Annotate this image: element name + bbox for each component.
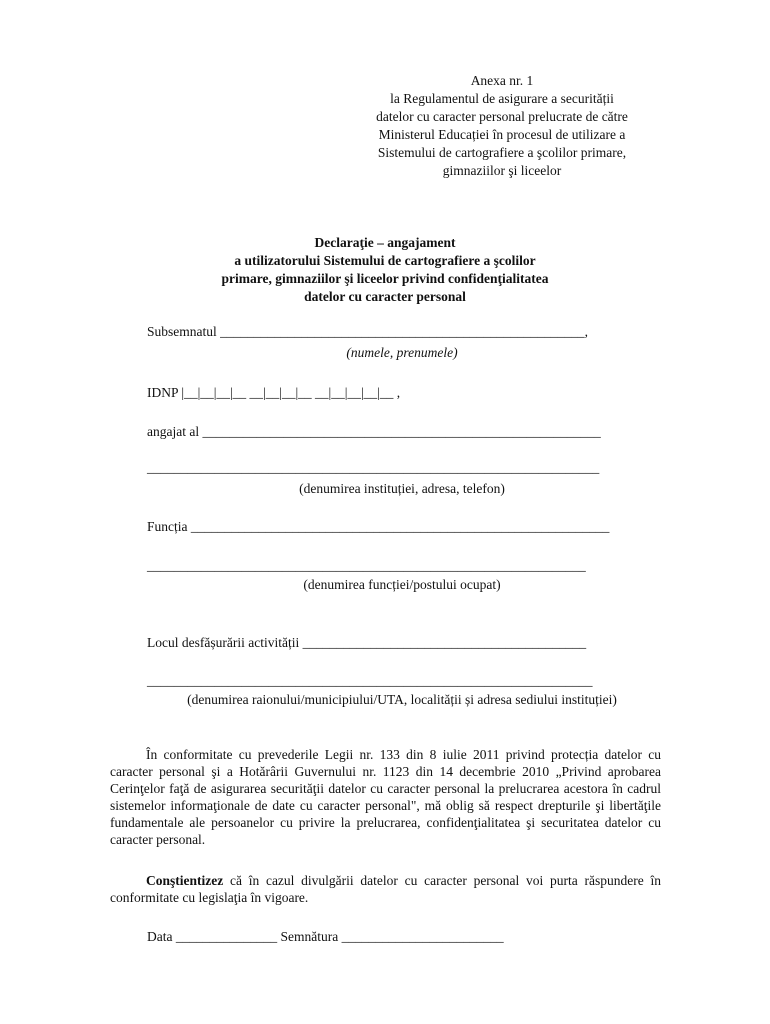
subsemnatul-caption: (numele, prenumele) [346,345,458,360]
paragraph-text: În conformitate cu prevederile Legii nr. 133 din 8 iulie 2011 privind protecția datelor cu caracter personal şi a Hotărârii Guvernului nr. 1123 din 14 decembrie 2010 „Privind aprobarea Cerinţelor faţă de asigurarea securităţii datelor cu caracter personal la prelucrarea acestora în cadrul sistemelor informaţionale de date cu caracter personal", mă oblig să respect drepturile şi libertăţile fundamentale ale persoanelor cu privire la prelucrarea, confidenţialitatea şi securitatea datelor cu caracter personal. [110,747,661,847]
locul-field[interactable]: Locul desfășurării activității __________________________________________ [147,635,587,650]
annex-line: Ministerul Educației în procesul de utilizare a [378,127,626,142]
paragraph-text [110,872,661,906]
locul-caption: (denumirea raionului/municipiului/UTA, localității și adresa sediului instituției) [187,692,617,707]
title-line: datelor cu caracter personal [304,289,466,304]
title-line: primare, gimnaziilor şi liceelor privind confidenţialitatea [221,271,549,286]
title-line: a utilizatorului Sistemului de cartografiere a şcolilor [234,253,536,268]
annex-line: gimnaziilor şi liceelor [442,163,562,178]
signature-line[interactable]: Data _______________ Semnătura ________________________ [147,929,504,944]
angajat-field[interactable]: angajat al ___________________________________________________________ [147,424,601,439]
awareness-rest: că în cazul divulgării datelor cu caracter personal voi purta răspundere în conformitate cu legislaţia în vigoare. [110,873,661,905]
idnp-field[interactable]: IDNP |__|__|__|__ __|__|__|__ __|__|__|__|__ , [147,385,401,400]
functia-field-line2[interactable]: _________________________________________________________________ [147,558,586,573]
paragraph-awareness [110,872,661,906]
document-title [130,234,640,306]
annex-line: la Regulamentul de asigurare a securității [390,91,614,106]
title-line: Declaraţie – angajament [314,235,456,250]
awareness-bold: Conştientizez [146,873,224,888]
annex-line: Anexa nr. 1 [470,73,534,88]
angajat-field-line2[interactable]: ___________________________________________________________________ [147,460,600,475]
subsemnatul-field[interactable]: Subsemnatul ______________________________________________________, [147,324,588,339]
annex-line: datelor cu caracter personal prelucrate de către [376,109,628,124]
annex-header [352,72,652,180]
annex-line: Sistemului de cartografiere a şcolilor primare, [377,145,627,160]
functia-caption: (denumirea funcției/postului ocupat) [303,577,501,592]
functia-field[interactable]: Funcția ______________________________________________________________ [147,519,610,534]
locul-field-line2[interactable]: __________________________________________________________________ [147,673,593,688]
paragraph-consent [110,746,661,848]
angajat-caption: (denumirea instituției, adresa, telefon) [299,481,505,496]
